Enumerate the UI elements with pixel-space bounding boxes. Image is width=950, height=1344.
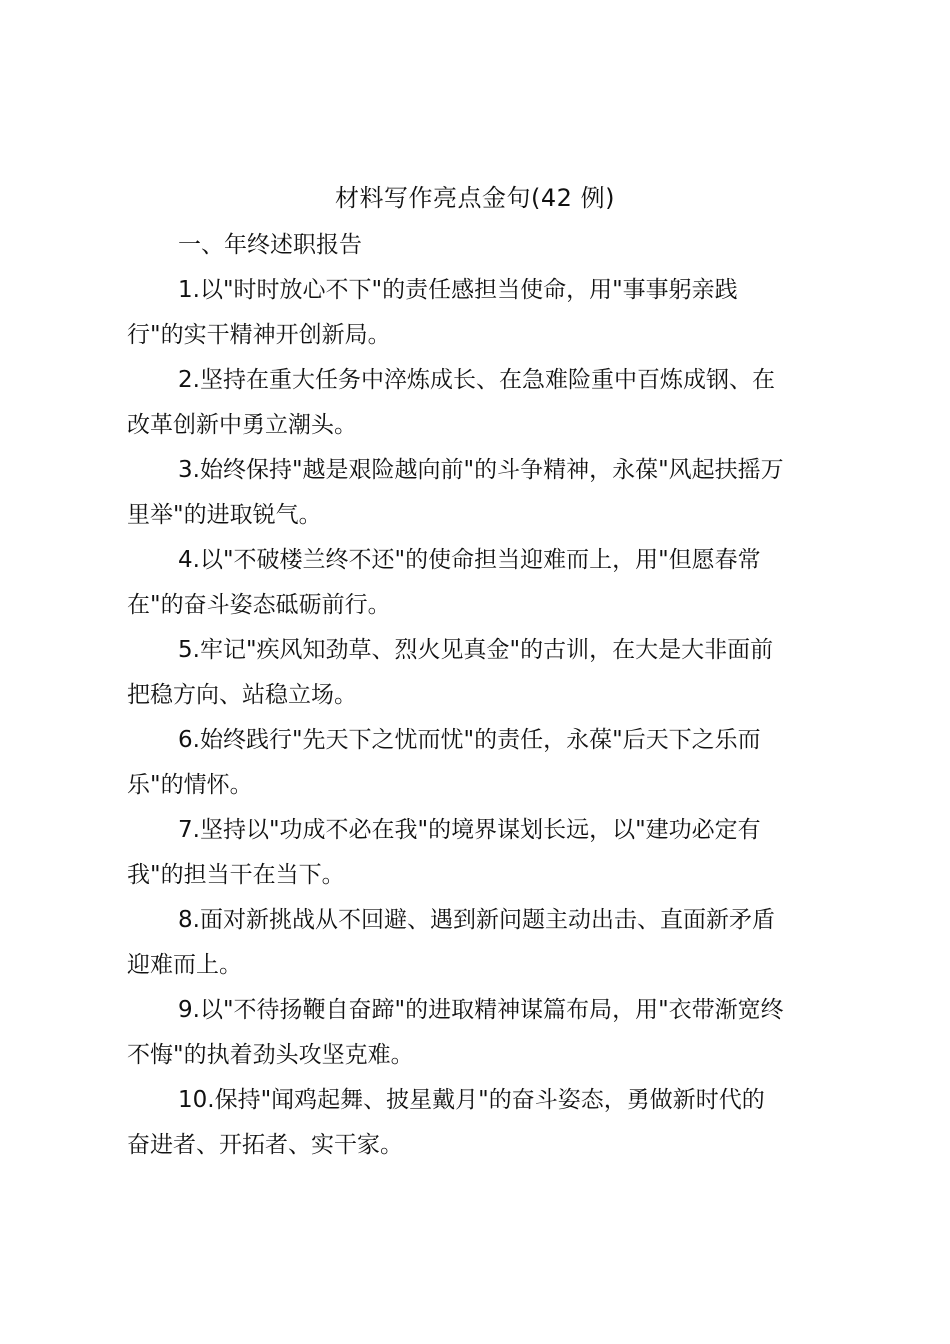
document-body [127,268,833,1168]
item-line: 乐"的情怀。 [127,772,253,798]
item-line: 我"的担当干在当下。 [127,862,345,888]
item-line: 奋进者、开拓者、实干家。 [127,1132,403,1158]
list-item [127,988,833,1078]
item-line: 不悔"的执着劲头攻坚克难。 [127,1042,414,1068]
item-line: 在"的奋斗姿态砥砺前行。 [127,592,391,618]
list-item [127,628,833,718]
list-item [127,898,833,988]
item-line: 3.始终保持"越是艰险越向前"的斗争精神，永葆"风起扶摇万 [178,457,784,483]
item-line: 行"的实干精神开创新局。 [127,322,391,348]
item-line: 1.以"时时放心不下"的责任感担当使命，用"事事躬亲践 [178,277,738,303]
list-item [127,808,833,898]
document-title: 材料写作亮点金句(42 例) [335,184,615,212]
list-item [127,448,833,538]
item-line: 10.保持"闻鸡起舞、披星戴月"的奋斗姿态，勇做新时代的 [178,1087,765,1113]
list-item [127,538,833,628]
list-item [127,358,833,448]
item-line: 8.面对新挑战从不回避、遇到新问题主动出击、直面新矛盾 [178,907,775,933]
item-line: 6.始终践行"先天下之忧而忧"的责任，永葆"后天下之乐而 [178,727,761,753]
item-line: 4.以"不破楼兰终不还"的使命担当迎难而上，用"但愿春常 [178,547,761,573]
item-line: 把稳方向、站稳立场。 [127,682,357,708]
list-item [127,1078,833,1168]
item-line: 改革创新中勇立潮头。 [127,412,357,438]
item-line: 5.牢记"疾风知劲草、烈火见真金"的古训，在大是大非面前 [178,637,774,663]
section-heading: 一、年终述职报告 [178,232,362,258]
list-item [127,268,833,358]
item-line: 2.坚持在重大任务中淬炼成长、在急难险重中百炼成钢、在 [178,367,775,393]
item-line: 9.以"不待扬鞭自奋蹄"的进取精神谋篇布局，用"衣带渐宽终 [178,997,784,1023]
item-line: 里举"的进取锐气。 [127,502,322,528]
item-line: 7.坚持以"功成不必在我"的境界谋划长远，以"建功必定有 [178,817,761,843]
item-line: 迎难而上。 [127,952,242,978]
list-item [127,718,833,808]
